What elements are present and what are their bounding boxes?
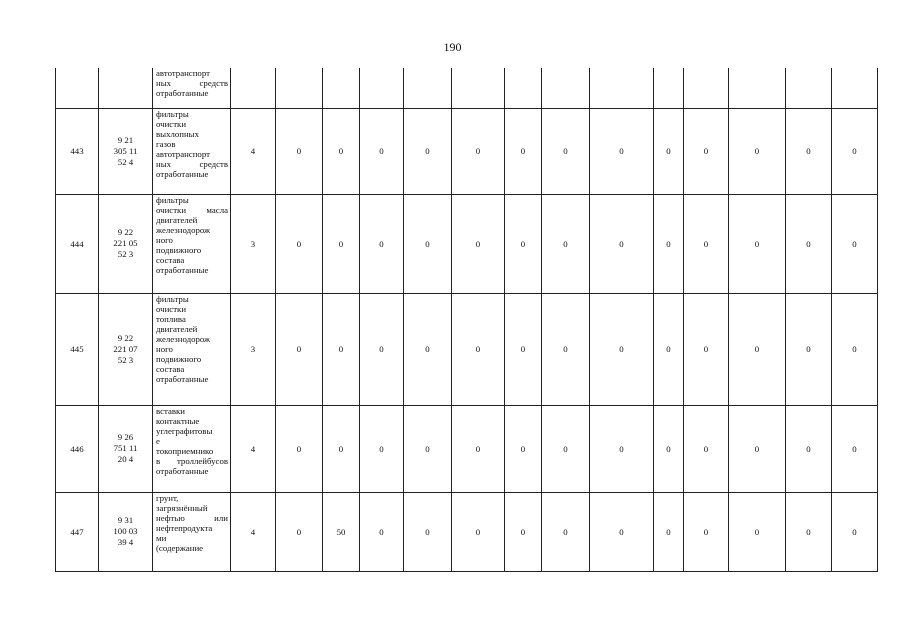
cell-hazard-class: 4 bbox=[231, 405, 276, 492]
text-line: выхлопных bbox=[156, 128, 199, 139]
cell-waste-code bbox=[99, 293, 153, 405]
cell-value: 0 bbox=[590, 293, 654, 405]
cell-value: 0 bbox=[404, 194, 452, 293]
text-line: (содержание bbox=[156, 542, 204, 553]
cell-value: 0 bbox=[654, 293, 684, 405]
text-line: ных средств bbox=[156, 158, 228, 169]
empty-cell bbox=[684, 68, 729, 108]
text-line: 100 03 bbox=[113, 526, 138, 536]
table-row bbox=[56, 108, 878, 194]
text-line: топлива bbox=[156, 313, 186, 324]
text-line: ного bbox=[156, 343, 173, 354]
text-line: двигателей bbox=[156, 323, 198, 334]
table-row-continuation bbox=[56, 68, 878, 108]
cell-value: 0 bbox=[590, 108, 654, 194]
empty-cell bbox=[505, 68, 542, 108]
text-line: нефтепродукта bbox=[156, 522, 213, 533]
empty-cell bbox=[452, 68, 505, 108]
cell-row-number: 444 bbox=[56, 194, 99, 293]
text-line: автотранспорт bbox=[156, 148, 210, 159]
empty-cell bbox=[590, 68, 654, 108]
cell-value: 0 bbox=[323, 194, 360, 293]
cell-value: 0 bbox=[654, 108, 684, 194]
text-line: контактные bbox=[156, 415, 200, 426]
text-line: 9 26 bbox=[117, 432, 134, 442]
cell-waste-code bbox=[99, 405, 153, 492]
cell-value: 0 bbox=[276, 108, 323, 194]
text-line: состава bbox=[156, 363, 185, 374]
empty-cell bbox=[786, 68, 832, 108]
cell-value: 0 bbox=[276, 194, 323, 293]
empty-cell bbox=[832, 68, 878, 108]
cell-value: 0 bbox=[832, 108, 878, 194]
text-line: 9 21 bbox=[117, 134, 134, 145]
text-line: подвижного bbox=[156, 244, 202, 255]
cell-value: 0 bbox=[360, 108, 404, 194]
cell-value: 0 bbox=[360, 405, 404, 492]
cell-value: 0 bbox=[542, 405, 590, 492]
text-line: 52 4 bbox=[117, 156, 134, 167]
cell-value: 0 bbox=[786, 293, 832, 405]
cell-value: 0 bbox=[786, 108, 832, 194]
cell-value: 0 bbox=[452, 108, 505, 194]
text-line: токоприемнико bbox=[156, 445, 214, 456]
cell-value: 0 bbox=[452, 194, 505, 293]
cell-value: 0 bbox=[654, 492, 684, 571]
cell-value: 0 bbox=[404, 108, 452, 194]
text-line: 221 07 bbox=[113, 343, 138, 354]
cell-row-number: 445 bbox=[56, 293, 99, 405]
cell-value: 0 bbox=[542, 492, 590, 571]
cell-value: 0 bbox=[786, 492, 832, 571]
text-line: ных средств bbox=[156, 78, 228, 88]
empty-cell bbox=[542, 68, 590, 108]
cell-value: 0 bbox=[729, 293, 786, 405]
cell-value: 0 bbox=[786, 194, 832, 293]
cell-description bbox=[153, 108, 231, 194]
empty-cell bbox=[99, 68, 153, 108]
text-line: 52 3 bbox=[117, 249, 134, 259]
text-line: грунт, bbox=[156, 492, 179, 503]
cell-value: 0 bbox=[729, 492, 786, 571]
cell-value: 0 bbox=[729, 194, 786, 293]
text-line: углеграфитовы bbox=[156, 425, 213, 436]
text-line: 52 3 bbox=[117, 354, 134, 365]
cell-value: 0 bbox=[404, 492, 452, 571]
cell-value: 0 bbox=[505, 108, 542, 194]
cell-row-number: 443 bbox=[56, 108, 99, 194]
cell-value: 0 bbox=[505, 194, 542, 293]
text-line: 9 22 bbox=[117, 332, 134, 343]
text-line: железнодорож bbox=[156, 333, 211, 344]
cell-value: 0 bbox=[542, 293, 590, 405]
cell-value: 0 bbox=[505, 405, 542, 492]
cell-hazard-class: 4 bbox=[231, 108, 276, 194]
cell-value: 0 bbox=[276, 293, 323, 405]
cell-value: 0 bbox=[360, 293, 404, 405]
cell-value: 0 bbox=[360, 194, 404, 293]
cell-value: 0 bbox=[323, 108, 360, 194]
text-line: 751 11 bbox=[113, 443, 138, 453]
cell-value: 0 bbox=[276, 405, 323, 492]
cell-value: 0 bbox=[684, 108, 729, 194]
text-line: вставки bbox=[156, 405, 185, 416]
text-line: ми bbox=[156, 532, 167, 543]
text-line: загрязнённый bbox=[156, 502, 208, 513]
text-line: подвижного bbox=[156, 353, 202, 364]
empty-cell bbox=[323, 68, 360, 108]
cell-value: 0 bbox=[404, 293, 452, 405]
text-line: нефтью или bbox=[156, 512, 228, 523]
text-line: 305 11 bbox=[113, 145, 138, 156]
cell-description bbox=[153, 68, 231, 108]
cell-value: 0 bbox=[590, 405, 654, 492]
cell-value: 0 bbox=[786, 405, 832, 492]
text-line: газов bbox=[156, 138, 176, 149]
empty-cell bbox=[729, 68, 786, 108]
text-line: в троллейбусов bbox=[156, 455, 228, 466]
empty-cell bbox=[654, 68, 684, 108]
cell-value: 0 bbox=[590, 492, 654, 571]
cell-value: 0 bbox=[684, 293, 729, 405]
text-line: отработанные bbox=[156, 168, 209, 179]
empty-cell bbox=[56, 68, 99, 108]
cell-value: 0 bbox=[404, 405, 452, 492]
cell-value: 0 bbox=[832, 194, 878, 293]
text-line: е bbox=[156, 435, 160, 446]
cell-hazard-class: 3 bbox=[231, 293, 276, 405]
cell-value: 0 bbox=[832, 405, 878, 492]
table-row bbox=[56, 492, 878, 571]
cell-waste-code bbox=[99, 108, 153, 194]
text-line: отработанные bbox=[156, 465, 209, 476]
text-line: отработанные bbox=[156, 373, 209, 384]
text-line: фильтры bbox=[156, 194, 189, 205]
cell-hazard-class: 4 bbox=[231, 492, 276, 571]
cell-description bbox=[153, 405, 231, 492]
cell-description bbox=[153, 492, 231, 571]
cell-description bbox=[153, 293, 231, 405]
text-line: очистки bbox=[156, 303, 187, 314]
cell-value: 0 bbox=[654, 405, 684, 492]
empty-cell bbox=[360, 68, 404, 108]
cell-value: 0 bbox=[832, 492, 878, 571]
text-line: двигателей bbox=[156, 214, 198, 225]
cell-value: 0 bbox=[590, 194, 654, 293]
text-line: 9 31 bbox=[117, 515, 134, 525]
text-line: ного bbox=[156, 234, 173, 245]
cell-value: 0 bbox=[684, 492, 729, 571]
cell-description bbox=[153, 194, 231, 293]
text-line: автотранспорт bbox=[156, 68, 210, 78]
text-line: фильтры bbox=[156, 108, 189, 119]
page-number: 190 bbox=[443, 40, 462, 54]
cell-value: 50 bbox=[323, 492, 360, 571]
empty-cell bbox=[404, 68, 452, 108]
text-line: 221 05 bbox=[113, 238, 138, 248]
text-line: очистки масла bbox=[156, 204, 228, 215]
cell-value: 0 bbox=[276, 492, 323, 571]
table-row bbox=[56, 293, 878, 405]
cell-hazard-class: 3 bbox=[231, 194, 276, 293]
cell-value: 0 bbox=[505, 293, 542, 405]
cell-value: 0 bbox=[505, 492, 542, 571]
cell-value: 0 bbox=[323, 405, 360, 492]
data-table bbox=[55, 68, 878, 572]
cell-value: 0 bbox=[542, 194, 590, 293]
cell-value: 0 bbox=[452, 293, 505, 405]
empty-cell bbox=[276, 68, 323, 108]
text-line: фильтры bbox=[156, 293, 189, 304]
cell-value: 0 bbox=[729, 108, 786, 194]
cell-value: 0 bbox=[654, 194, 684, 293]
text-line: отработанные bbox=[156, 88, 209, 98]
cell-value: 0 bbox=[684, 405, 729, 492]
cell-waste-code bbox=[99, 492, 153, 571]
cell-value: 0 bbox=[684, 194, 729, 293]
text-line: очистки bbox=[156, 118, 187, 129]
text-line: отработанные bbox=[156, 264, 209, 275]
text-line: 20 4 bbox=[117, 454, 134, 464]
text-line: 9 22 bbox=[117, 227, 134, 237]
cell-waste-code bbox=[99, 194, 153, 293]
cell-row-number: 447 bbox=[56, 492, 99, 571]
text-line: 39 4 bbox=[117, 537, 134, 547]
cell-value: 0 bbox=[452, 492, 505, 571]
text-line: состава bbox=[156, 254, 185, 265]
cell-value: 0 bbox=[729, 405, 786, 492]
empty-cell bbox=[231, 68, 276, 108]
cell-value: 0 bbox=[323, 293, 360, 405]
table-row bbox=[56, 194, 878, 293]
cell-value: 0 bbox=[360, 492, 404, 571]
cell-value: 0 bbox=[832, 293, 878, 405]
cell-row-number: 446 bbox=[56, 405, 99, 492]
table-row bbox=[56, 405, 878, 492]
text-line: железнодорож bbox=[156, 224, 211, 235]
cell-value: 0 bbox=[542, 108, 590, 194]
cell-value: 0 bbox=[452, 405, 505, 492]
